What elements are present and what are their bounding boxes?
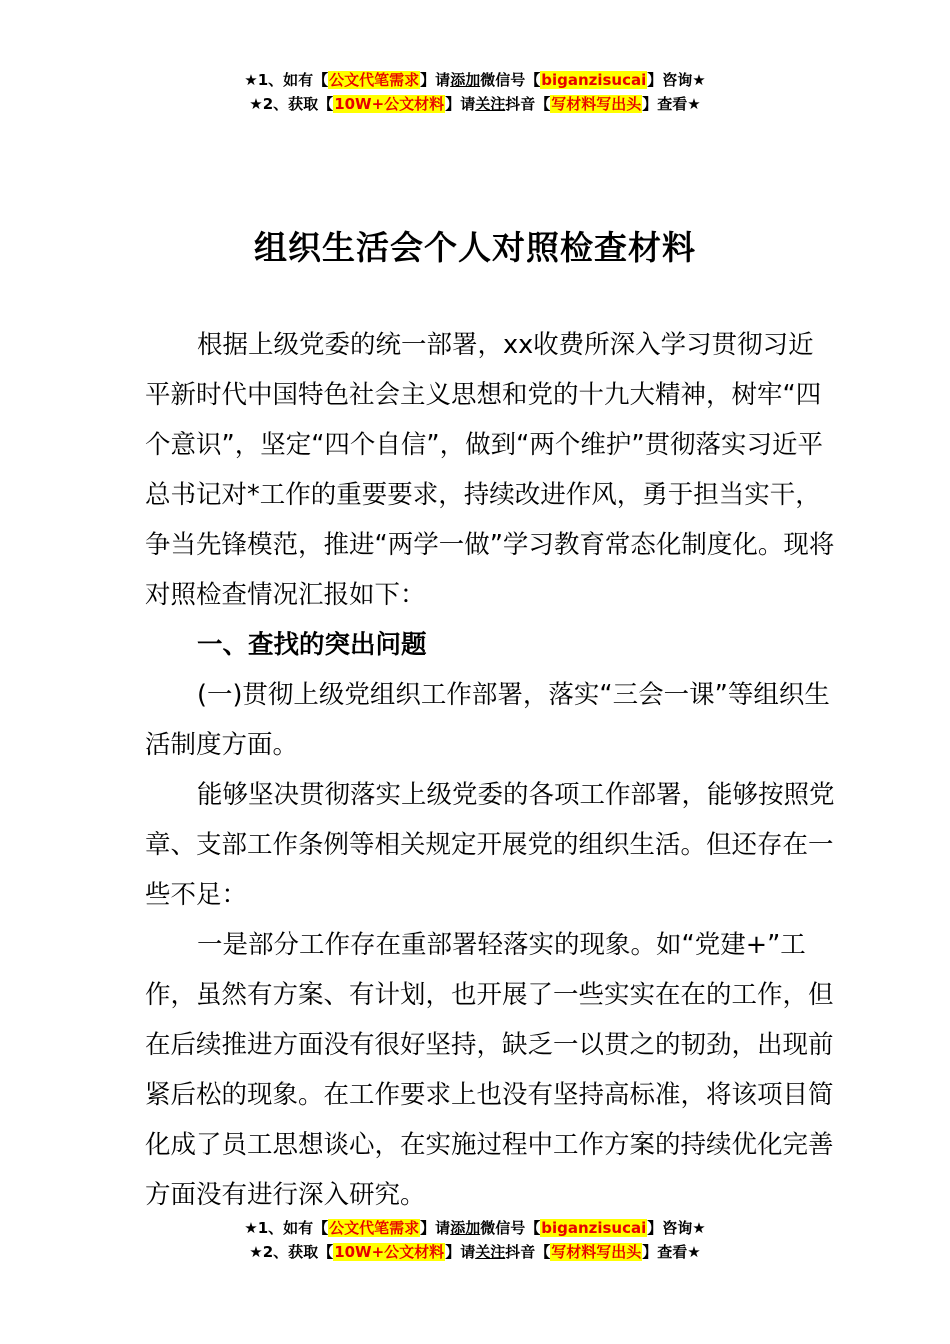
banner-highlight: 写材料写出头 <box>551 95 642 113</box>
banner-text: ★1、如有【 <box>244 1219 329 1237</box>
banner-text: 】请 <box>445 1243 476 1261</box>
document-body <box>145 320 835 1220</box>
banner-line-2 <box>0 1240 950 1264</box>
banner-line-2 <box>0 92 950 116</box>
banner-text: ★1、如有【 <box>244 71 329 89</box>
paragraph: 一是部分工作存在重部署轻落实的现象。如“党建+”工作，虽然有方案、有计划，也开展了一些实实在在的工作，但在后续推进方面没有很好坚持，缺乏一以贯之的韧劲，出现前紧后松的现象。在工作要求上也没有坚持高标准，将该项目简化成了员工思想谈心，在实施过程中工作方案的持续优化完善方面没有进行深入研究。 <box>145 930 834 1210</box>
banner-highlight: biganzisucai <box>541 71 647 89</box>
banner-text: 】请 <box>420 71 451 89</box>
banner-text: 抖音【 <box>505 95 551 113</box>
top-banner <box>0 68 950 116</box>
banner-highlight: 公文代笔需求 <box>329 71 420 89</box>
banner-text: 微信号【 <box>480 1219 541 1237</box>
section-heading: 一、查找的突出问题 <box>197 630 427 660</box>
document-title: 组织生活会个人对照检查材料 <box>254 228 696 267</box>
banner-highlight: 公文代笔需求 <box>329 1219 420 1237</box>
banner-highlight: 10W+公文材料 <box>334 95 445 113</box>
banner-text: 微信号【 <box>480 71 541 89</box>
banner-text: 】咨询★ <box>647 1219 706 1237</box>
paragraph: (一)贯彻上级党组织工作部署，落实“三会一课”等组织生活制度方面。 <box>145 680 830 760</box>
paragraph: 根据上级党委的统一部署，xx收费所深入学习贯彻习近平新时代中国特色社会主义思想和党的十九大精神，树牢“四个意识”，坚定“四个自信”，做到“两个维护”贯彻落实习近平总书记对*工作的重要要求，持续改进作风，勇于担当实干，争当先锋模范，推进“两学一做”学习教育常态化制度化。现将对照检查情况汇报如下： <box>145 330 835 610</box>
banner-line-1 <box>0 68 950 92</box>
banner-emphasis: 添加 <box>450 71 481 89</box>
banner-text: 】请 <box>445 95 476 113</box>
banner-text: 】查看★ <box>642 95 701 113</box>
banner-text: 】咨询★ <box>647 71 706 89</box>
banner-emphasis: 关注 <box>475 95 506 113</box>
banner-emphasis: 关注 <box>475 1243 506 1261</box>
banner-text: ★2、获取【 <box>249 1243 334 1261</box>
banner-text: 】查看★ <box>642 1243 701 1261</box>
banner-line-1 <box>0 1216 950 1240</box>
banner-text: 】请 <box>420 1219 451 1237</box>
banner-highlight: 10W+公文材料 <box>334 1243 445 1261</box>
banner-emphasis: 添加 <box>450 1219 481 1237</box>
banner-highlight: 写材料写出头 <box>551 1243 642 1261</box>
paragraph: 能够坚决贯彻落实上级党委的各项工作部署，能够按照党章、支部工作条例等相关规定开展党的组织生活。但还存在一些不足： <box>145 780 835 910</box>
banner-highlight: biganzisucai <box>541 1219 647 1237</box>
banner-text: ★2、获取【 <box>249 95 334 113</box>
banner-text: 抖音【 <box>505 1243 551 1261</box>
bottom-banner <box>0 1216 950 1264</box>
